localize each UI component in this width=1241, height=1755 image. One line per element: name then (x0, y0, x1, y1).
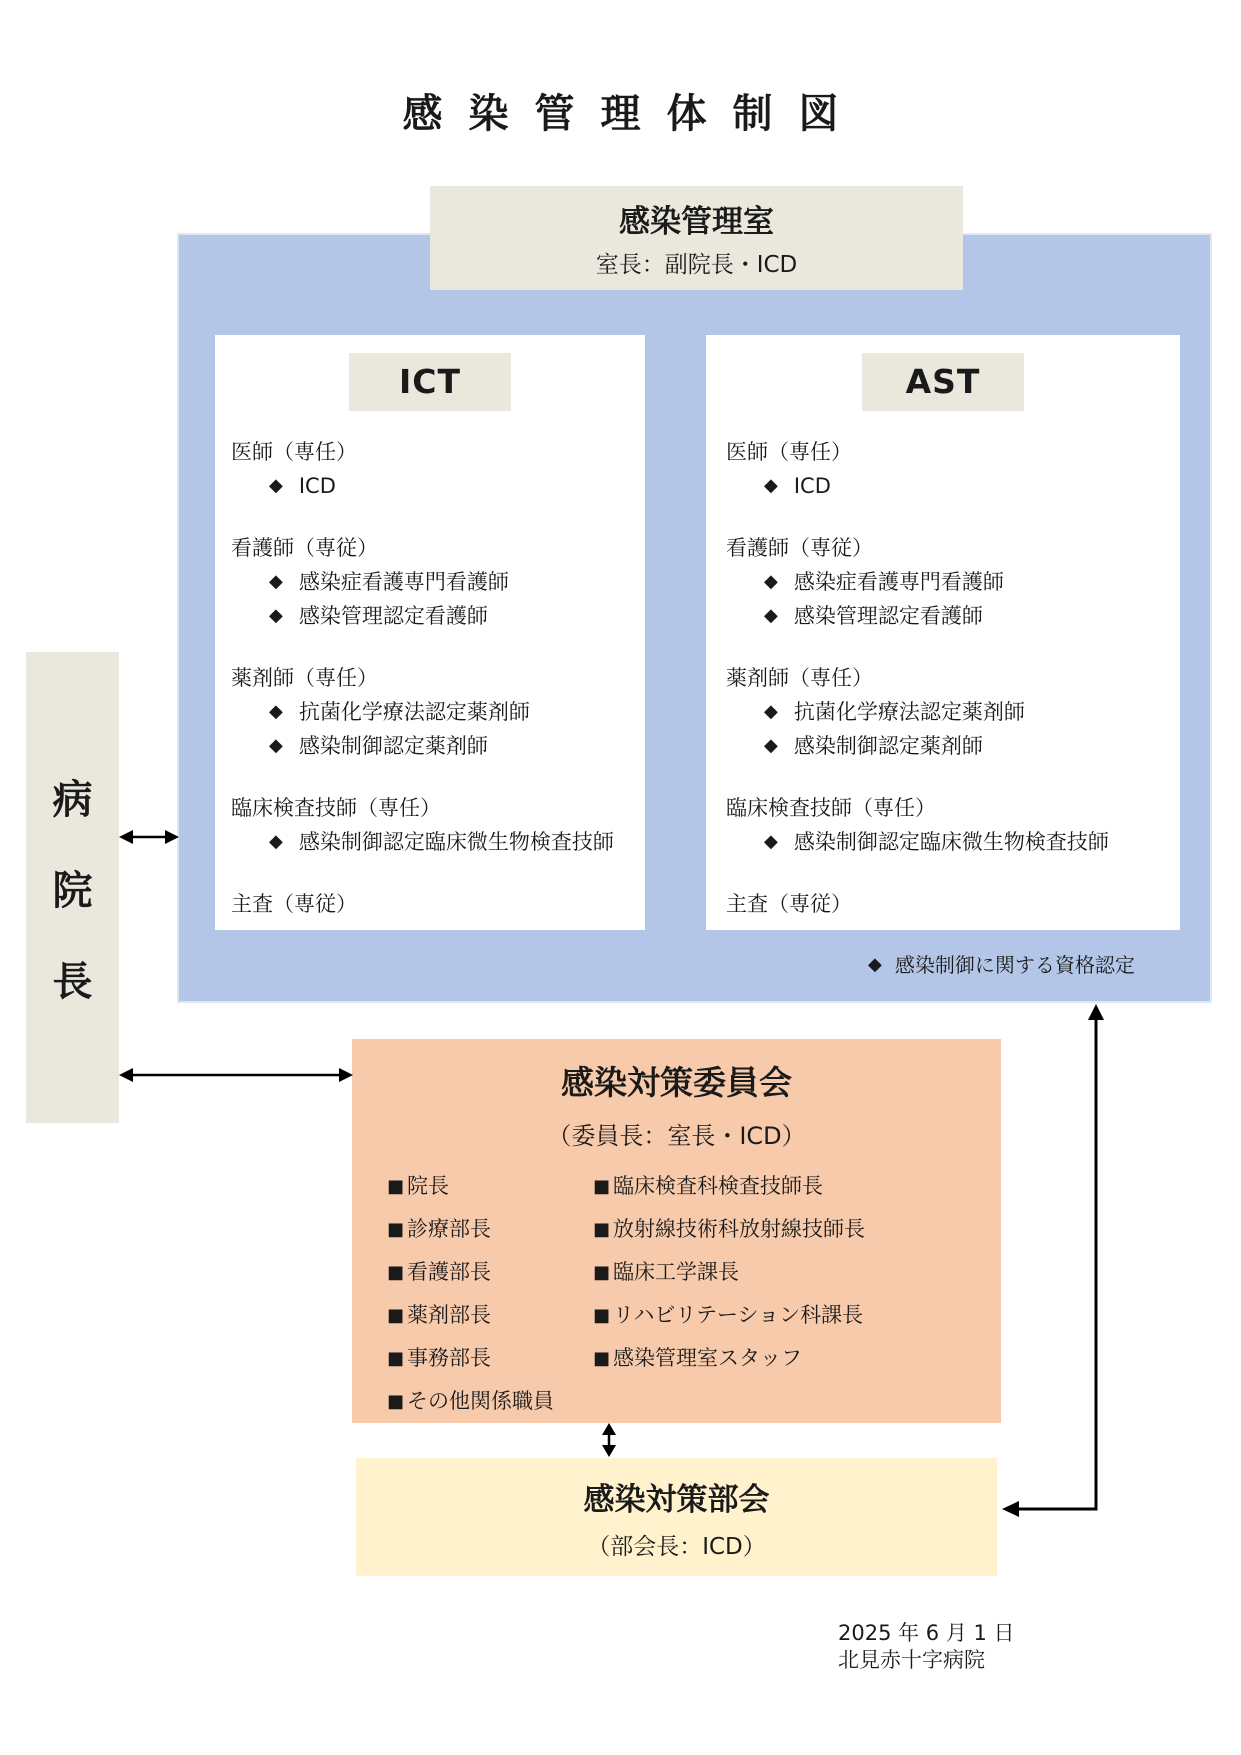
diamond-bullet-icon: ◆ (269, 831, 283, 852)
team-role: 薬剤師（専任） (231, 666, 378, 690)
director-char: 長 (52, 959, 93, 1005)
square-bullet-icon: ■ (593, 1262, 611, 1283)
committee-member (387, 1380, 593, 1423)
committee-member-label: 臨床工学課長 (613, 1260, 740, 1284)
team-member-label: 感染症看護専門看護師 (298, 570, 509, 594)
diamond-bullet-icon: ◆ (269, 735, 283, 756)
committee-member (593, 1294, 1001, 1337)
committee-member-label: 看護部長 (407, 1260, 492, 1284)
team-member-label: 感染管理認定看護師 (793, 604, 983, 628)
square-bullet-icon: ■ (387, 1391, 405, 1412)
team-member (231, 565, 637, 599)
committee-member (387, 1165, 593, 1208)
subcommittee-box (356, 1458, 997, 1576)
team-role: 医師（専任） (726, 440, 852, 464)
diamond-bullet-icon: ◆ (764, 605, 778, 626)
team-member (231, 729, 637, 763)
team-member (231, 695, 637, 729)
team-member-label: 感染制御認定薬剤師 (298, 734, 488, 758)
team-member-label: 抗菌化学療法認定薬剤師 (298, 700, 530, 724)
footer-hospital: 北見赤十字病院 (838, 1648, 985, 1672)
committee-member-label: その他関係職員 (407, 1389, 555, 1413)
committee-member-label: 院長 (407, 1174, 450, 1198)
committee-member (593, 1165, 1001, 1208)
square-bullet-icon: ■ (593, 1348, 611, 1369)
team-role: 主査（専従） (726, 892, 852, 916)
diamond-bullet-icon: ◆ (764, 831, 778, 852)
team-member-label: 感染症看護専門看護師 (793, 570, 1004, 594)
team-member (726, 825, 1172, 859)
ict-header: ICT (349, 353, 511, 411)
committee-member-label: リハビリテーション科課長 (613, 1303, 864, 1327)
team-member (231, 469, 637, 503)
diamond-bullet-icon: ◆ (269, 701, 283, 722)
office-note (868, 950, 1135, 980)
ast-content (706, 411, 1180, 921)
committee-chair-label: （委員長：室長・ICD） (547, 1122, 806, 1150)
committee-member (387, 1294, 593, 1337)
team-member (726, 695, 1172, 729)
diamond-bullet-icon: ◆ (764, 475, 778, 496)
director-char: 病 (52, 777, 93, 823)
team-role: 臨床検査技師（専任） (726, 796, 936, 820)
office-note-label: 感染制御に関する資格認定 (894, 953, 1135, 977)
team-member (726, 729, 1172, 763)
diamond-bullet-icon: ◆ (764, 701, 778, 722)
team-member (231, 599, 637, 633)
team-role: 看護師（専従） (726, 536, 873, 560)
subcommittee-chair-label: （部会長：ICD） (587, 1534, 766, 1560)
committee-member-list (352, 1165, 1001, 1423)
ict-content (215, 411, 645, 921)
committee-member-label: 感染管理室スタッフ (613, 1346, 803, 1370)
square-bullet-icon: ■ (593, 1305, 611, 1326)
committee-member-label: 臨床検査科検査技師長 (613, 1174, 824, 1198)
square-bullet-icon: ■ (593, 1219, 611, 1240)
office-head-label: 室長：副院長・ICD (595, 252, 798, 278)
footer (838, 1620, 1015, 1674)
committee-member (387, 1251, 593, 1294)
committee-member (387, 1208, 593, 1251)
hospital-director-box (26, 652, 119, 1123)
team-role: 臨床検査技師（専任） (231, 796, 441, 820)
arrow-committee-subcommittee (596, 1422, 622, 1458)
diamond-bullet-icon: ◆ (868, 954, 882, 975)
team-member-label: 感染制御認定臨床微生物検査技師 (793, 830, 1109, 854)
square-bullet-icon: ■ (387, 1305, 405, 1326)
committee-left-column (387, 1165, 593, 1423)
committee-box (352, 1039, 1001, 1423)
committee-member-label: 事務部長 (407, 1346, 492, 1370)
diamond-bullet-icon: ◆ (764, 571, 778, 592)
team-member (231, 825, 637, 859)
square-bullet-icon: ■ (593, 1176, 611, 1197)
committee-member-label: 薬剤部長 (407, 1303, 492, 1327)
team-member-label: 抗菌化学療法認定薬剤師 (793, 700, 1025, 724)
team-role: 医師（専任） (231, 440, 357, 464)
square-bullet-icon: ■ (387, 1176, 405, 1197)
committee-member (593, 1208, 1001, 1251)
team-member-label: 感染制御認定薬剤師 (793, 734, 983, 758)
square-bullet-icon: ■ (387, 1348, 405, 1369)
team-member-label: 感染管理認定看護師 (298, 604, 488, 628)
team-member (726, 599, 1172, 633)
team-role: 薬剤師（専任） (726, 666, 873, 690)
office-box (430, 186, 963, 290)
team-role: 看護師（専従） (231, 536, 378, 560)
team-member (726, 469, 1172, 503)
team-member-label: 感染制御認定臨床微生物検査技師 (298, 830, 614, 854)
ast-box (706, 335, 1180, 930)
page-title: 感染管理体制図 (402, 91, 865, 137)
arrow-director-committee (117, 1063, 355, 1087)
diamond-bullet-icon: ◆ (764, 735, 778, 756)
subcommittee-title: 感染対策部会 (583, 1482, 770, 1518)
director-char: 院 (52, 868, 93, 914)
office-name: 感染管理室 (619, 204, 774, 240)
ict-box (215, 335, 645, 930)
team-member (726, 565, 1172, 599)
team-member-label: ICD (793, 474, 831, 498)
footer-date: 2025 年 6 月 1 日 (838, 1621, 1015, 1645)
square-bullet-icon: ■ (387, 1219, 405, 1240)
diamond-bullet-icon: ◆ (269, 605, 283, 626)
committee-member (387, 1337, 593, 1380)
team-role: 主査（専従） (231, 892, 357, 916)
committee-member-label: 診療部長 (407, 1217, 492, 1241)
arrow-director-office (117, 825, 181, 849)
diamond-bullet-icon: ◆ (269, 475, 283, 496)
committee-member-label: 放射線技術科放射線技師長 (613, 1217, 866, 1241)
committee-member (593, 1337, 1001, 1380)
committee-member (593, 1251, 1001, 1294)
committee-title: 感染対策委員会 (561, 1063, 792, 1102)
team-member-label: ICD (298, 474, 336, 498)
diamond-bullet-icon: ◆ (269, 571, 283, 592)
ast-header: AST (862, 353, 1024, 411)
square-bullet-icon: ■ (387, 1262, 405, 1283)
committee-right-column (593, 1165, 1001, 1423)
arrow-subcommittee-office (988, 1002, 1106, 1518)
